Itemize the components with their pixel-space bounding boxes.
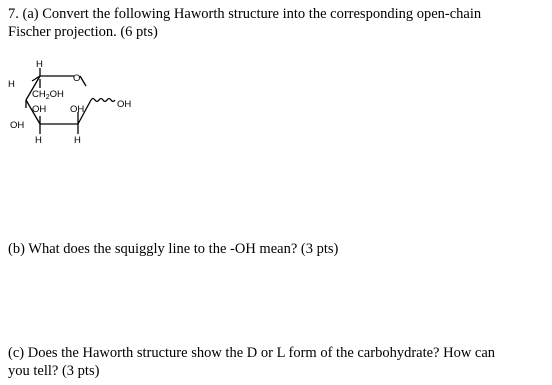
label-oh-anomeric: OH (117, 99, 132, 110)
label-ring-oxygen: O (73, 73, 81, 84)
question-7-line-1: 7. (a) Convert the following Haworth structure into the corresponding open-chain (8, 6, 482, 22)
question-b-line-1: (b) What does the squiggly line to the -OH mean? (3 pts) (8, 241, 339, 257)
label-ch2oh-subscript: 2 (45, 94, 50, 101)
question-7-line-2: Fischer projection. (6 pts) (8, 24, 158, 40)
ring-bond-right-upper (80, 76, 86, 86)
squiggly-bond-anomeric (91, 99, 115, 102)
haworth-structure (0, 50, 170, 160)
question-b-prompt (8, 240, 338, 258)
question-c-line-1: (c) Does the Haworth structure show the D or L form of the carbohydrate? How can (8, 345, 496, 361)
label-ch2oh-tail: OH (49, 89, 64, 100)
label-ch2oh-main: CH (32, 89, 46, 100)
question-c-line-2: you tell? (3 pts) (8, 363, 100, 379)
question-7-prompt (8, 5, 481, 41)
label-bottom-h-right: H (74, 135, 81, 146)
label-bottom-h-left: H (35, 135, 42, 146)
label-left-h: H (8, 79, 15, 90)
label-oh-c5-down: OH (10, 120, 25, 131)
label-ch2oh (32, 89, 64, 101)
label-oh-c3: OH (70, 104, 85, 115)
label-top-h: H (36, 59, 43, 70)
label-oh-c4: OH (32, 104, 47, 115)
question-c-prompt (8, 344, 495, 380)
